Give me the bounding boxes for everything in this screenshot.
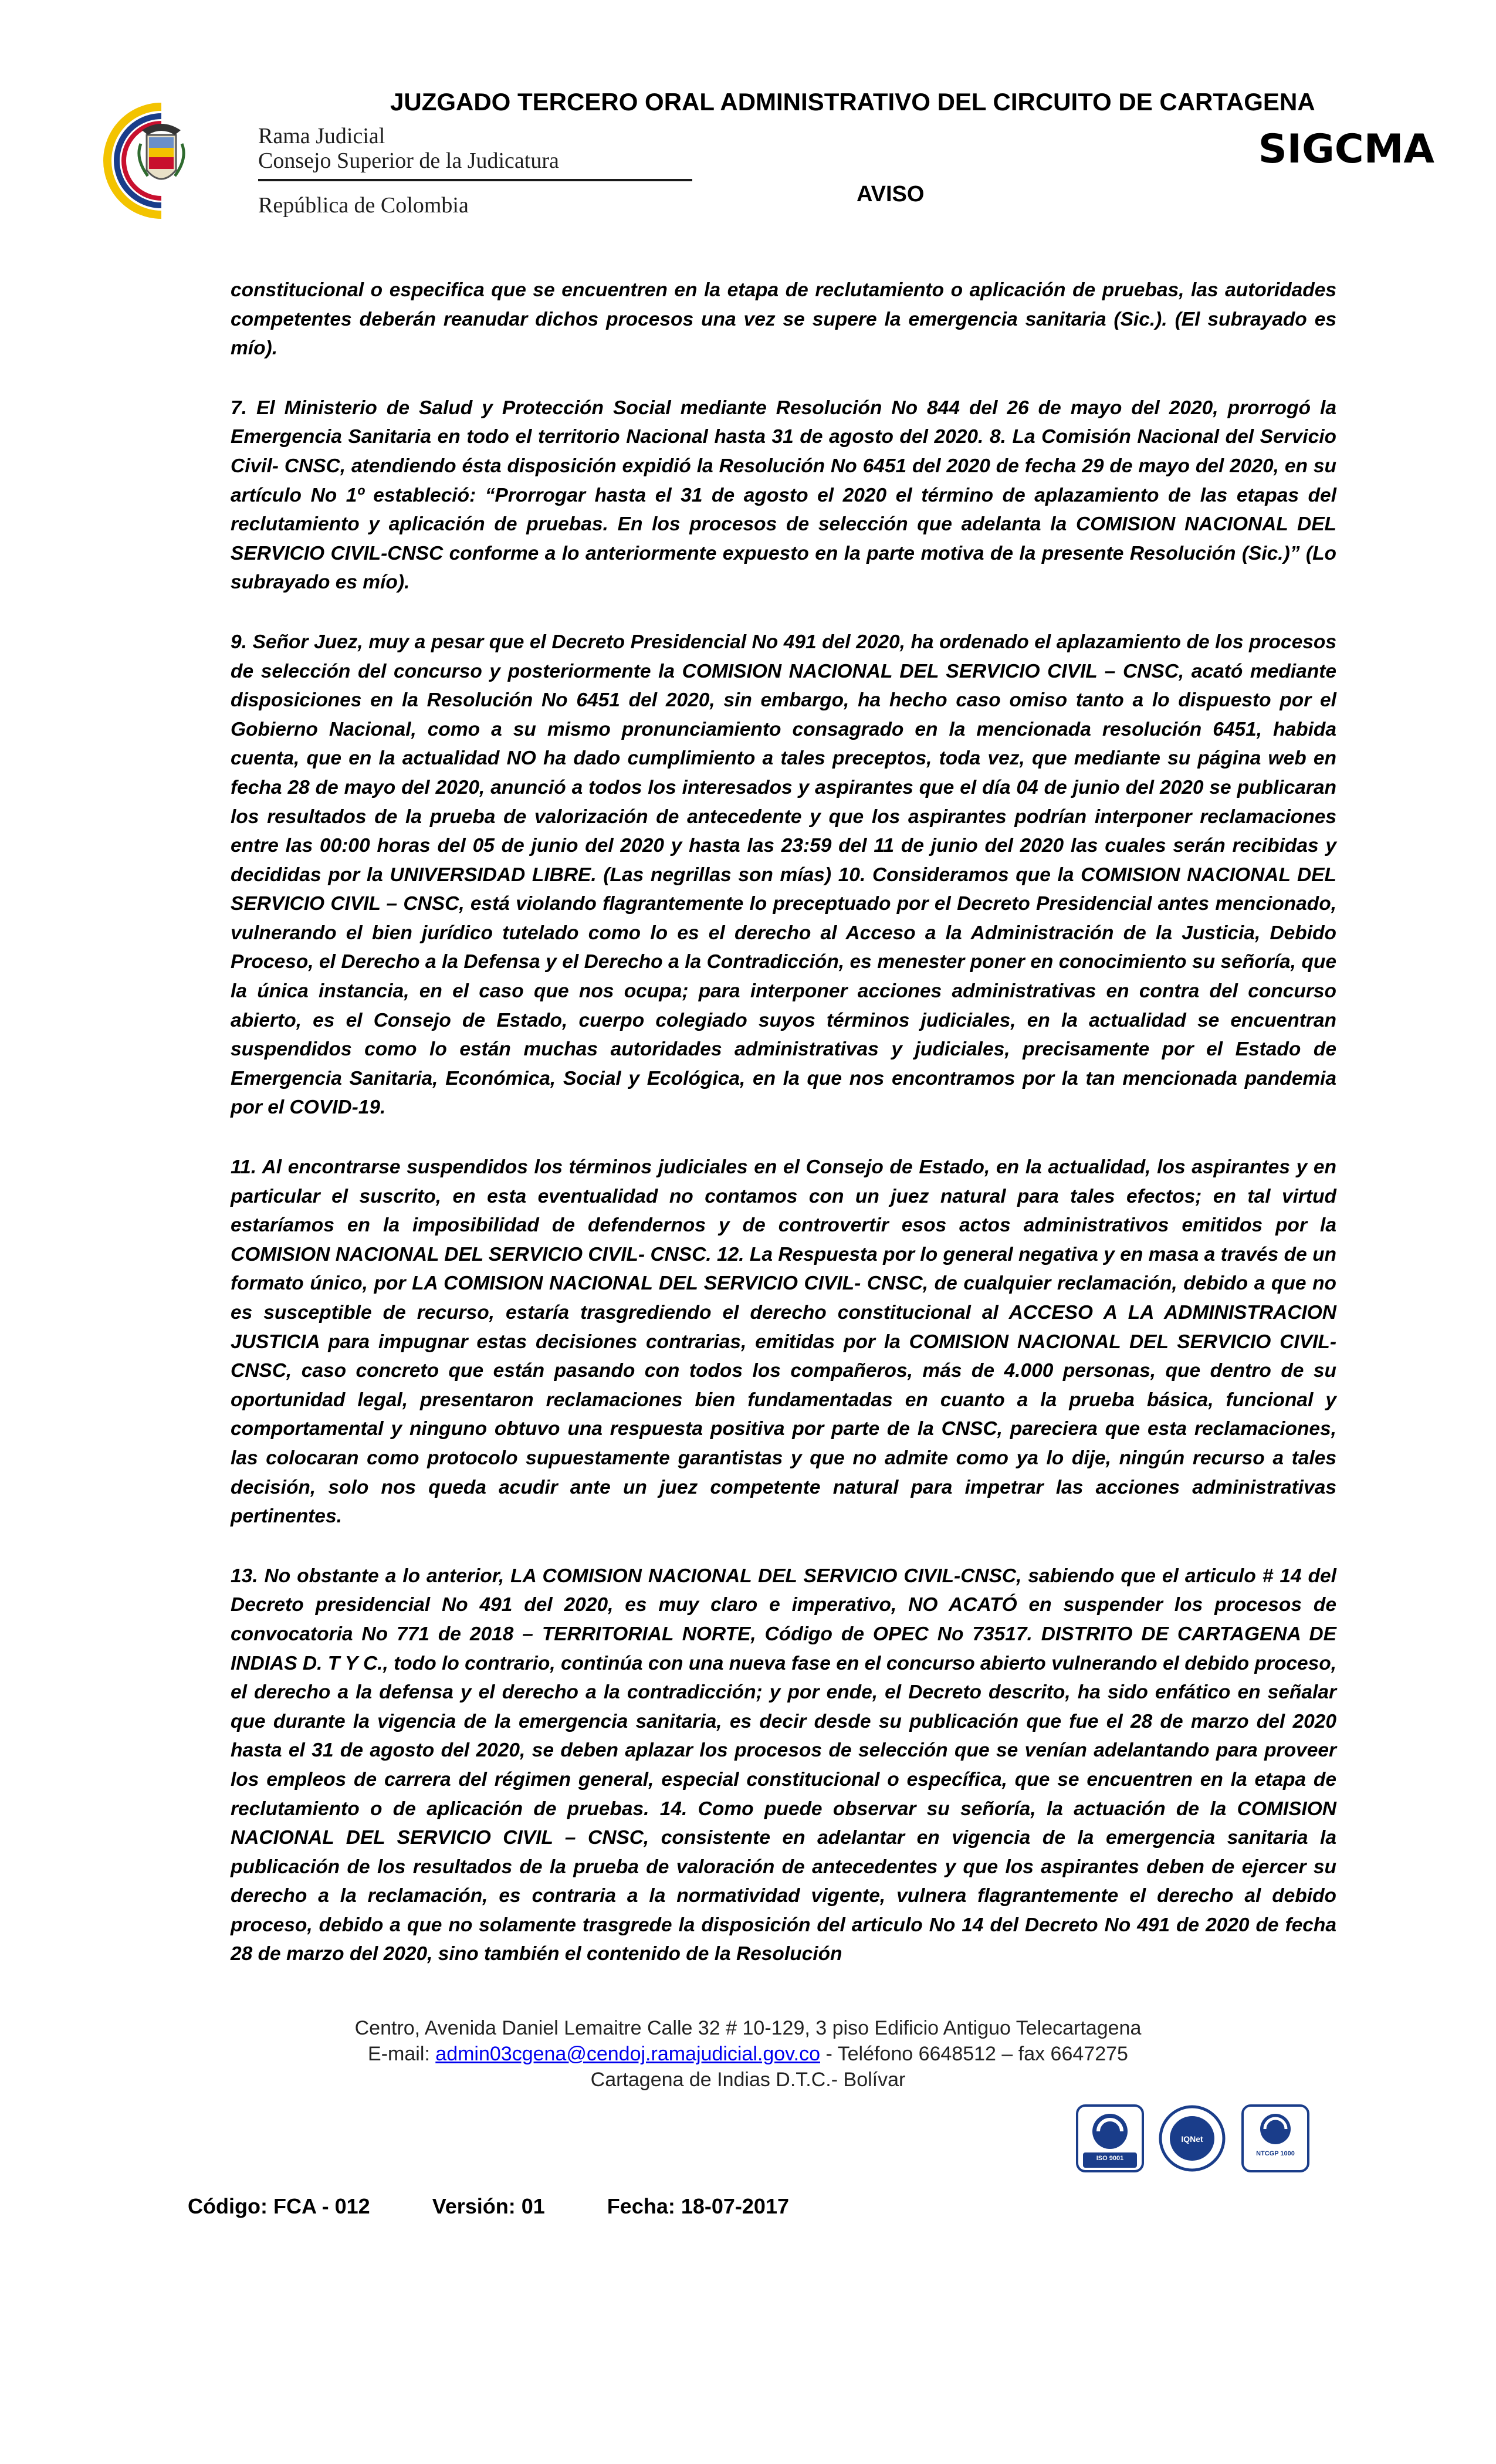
cert-label: IQNet (1181, 2134, 1203, 2144)
phone-fax: - Teléfono 6648512 – fax 6647275 (820, 2043, 1128, 2065)
document-metadata (188, 2194, 845, 2219)
document-version: Versión: 01 (432, 2194, 545, 2218)
rama-judicial-logo (100, 100, 604, 226)
colombia-coat-of-arms-icon (100, 100, 223, 226)
court-title: JUZGADO TERCERO ORAL ADMINISTRATIVO DEL CIRCUITO DE CARTAGENA (390, 88, 1315, 116)
footer-address (0, 2015, 1496, 2093)
system-name: SIGCMA (1258, 126, 1434, 172)
paragraph: 9. Señor Juez, muy a pesar que el Decreto Presidencial No 491 del 2020, ha ordenado el aplazamiento de los procesos de selección del concurso y posteriormente la COMISION NACIONAL DEL SERVICIO CIVIL – CNSC, acató mediante disposiciones en la Resolución No 6451 del 2020, sin embargo, ha hecho caso omiso tanto a lo dispuesto por el Gobierno Nacional, como a su mismo pronunciamiento consagrado en la mencionada resolución 6451, habida cuenta, que en la actualidad NO ha dado cumplimiento a tales preceptos, toda vez, que mediante su página web en fecha 28 de mayo del 2020, anunció a todos los interesados y aspirantes que el día 04 de junio del 2020 se publicaran los resultados de la prueba de valorización de antecedente y que los aspirantes podrían interponer reclamaciones entre las 00:00 horas del 05 de junio del 2020 y hasta las 23:59 del 11 de junio del 2020 las cuales serán recibidas y decididas por la UNIVERSIDAD LIBRE. (Las negrillas son mías) 10. Consideramos que la COMISION NACIONAL DEL SERVICIO CIVIL – CNSC, está violando flagrantemente lo preceptuado por el Decreto Presidencial antes mencionado, vulnerando el bien jurídico tutelado como lo es el derecho al Acceso a la Administración de la Justicia, Debido Proceso, el Derecho a la Defensa y el Derecho a la Contradicción, es menester poner en conocimiento su señoría, que la única instancia, en el caso que nos ocupa; para interponer acciones administrativas en contra del concurso abierto, es el Consejo de Estado, cuerpo colegiado suyos términos judiciales, en la actualidad se encuentran suspendidos como lo están muchas autoridades administrativas y judiciales, precisamente por el Estado de Emergencia Sanitaria, Económica, Social y Ecológica, en la que nos encontramos por la tan mencionada pandemia por el COVID-19. (231, 631, 1336, 1119)
ntcgp-1000-cert-icon (1240, 2103, 1311, 2174)
footer-city-line: Cartagena de Indias D.T.C.- Bolívar (590, 2069, 906, 2091)
document-type: AVISO (857, 182, 925, 207)
paragraph: 7. El Ministerio de Salud y Protección Social mediante Resolución No 844 del 26 de mayo del 2020, prorrogó la Emergencia Sanitaria en todo el territorio Nacional hasta 31 de agosto del 2020. 8. La Comisión Nacional del Servicio Civil- CNSC, atendiendo ésta disposición expidió la Resolución No 6451 del 2020 de fecha 29 de mayo del 2020, en su artículo No 1º estableció: “Prorrogar hasta el 31 de agosto el 2020 el término de aplazamiento de las etapas del reclutamiento y aplicación de pruebas. En los procesos de selección que adelanta la COMISION NACIONAL DEL SERVICIO CIVIL-CNSC conforme a lo anteriormente expuesto en la parte motiva de la presente Resolución (Sic.)” (Lo subrayado es mío). (231, 397, 1336, 594)
document-code: Código: FCA - 012 (188, 2194, 370, 2218)
iqnet-cert-icon (1157, 2103, 1227, 2174)
logo-divider (258, 179, 692, 181)
footer-contact-line (0, 2041, 1496, 2067)
cert-label: NTCGP 1000 (1256, 2150, 1295, 2157)
iso-9001-cert-icon (1075, 2103, 1145, 2174)
email-label: E-mail: (368, 2043, 436, 2065)
logo-line-rama-judicial: Rama Judicial (258, 124, 385, 148)
document-body (231, 276, 1336, 1999)
certification-logos (1075, 2103, 1315, 2179)
logo-line-consejo: Consejo Superior de la Judicatura (258, 148, 559, 173)
paragraph: 13. No obstante a lo anterior, LA COMISION NACIONAL DEL SERVICIO CIVIL-CNSC, sabiendo que el articulo # 14 del Decreto presidencial No 491 del 2020, es muy claro e imperativo, NO ACATÓ en suspender los procesos de convocatoria No 771 de 2018 – TERRITORIAL NORTE, Código de OPEC No 73517. DISTRITO DE CARTAGENA DE INDIAS D. T Y C., todo lo contrario, continúa con una nueva fase en el concurso abierto vulnerando el debido proceso, el derecho a la defensa y el derecho a la contradicción; y por ende, el Decreto descrito, ha sido enfático en señalar que durante la vigencia de la emergencia sanitaria, es decir desde su publicación que fue el 28 de marzo del 2020 hasta el 31 de agosto del 2020, se deben aplazar los procesos de selección que se venían adelantando para proveer los empleos de carrera del régimen general, especial constitucional o específica, que se encuentren en la etapa de reclutamiento o de aplicación de pruebas. 14. Como puede observar su señoría, la actuación de la COMISION NACIONAL DEL SERVICIO CIVIL – CNSC, consistente en adelantar en vigencia de la emergencia sanitaria la publicación de los resultados de la prueba de valoración de antecedentes y que los aspirantes deben de ejercer su derecho a la reclamación, es contraria a la normatividad vigente, vulnera flagrantemente el derecho al debido proceso, debido a que no solamente trasgrede la disposición del articulo No 14 del Decreto No 491 de 2020 de fecha 28 de marzo del 2020, sino también el contenido de la Resolución (231, 1565, 1336, 1965)
cert-label: ISO 9001 (1096, 2155, 1124, 2162)
paragraph: constitucional o especifica que se encuentren en la etapa de reclutamiento o aplicación de pruebas, las autoridades competentes deberán reanudar dichos procesos una vez se supere la emergencia sanitaria (Sic.). (El subrayado es mío). (231, 279, 1336, 360)
logo-line-republica: República de Colombia (258, 193, 469, 218)
email-link[interactable]: admin03cgena@cendoj.ramajudicial.gov.co (435, 2043, 820, 2065)
document-date: Fecha: 18-07-2017 (607, 2194, 789, 2218)
footer-address-line: Centro, Avenida Daniel Lemaitre Calle 32 # 10-129, 3 piso Edificio Antiguo Telecartagena (354, 2017, 1142, 2039)
paragraph: 11. Al encontrarse suspendidos los términos judiciales en el Consejo de Estado, en la actualidad, los aspirantes y en particular el suscrito, en esta eventualidad no contamos con un juez natural para tales efectos; en tal virtud estaríamos en la imposibilidad de defendernos y de controvertir esos actos administrativos emitidos por la COMISION NACIONAL DEL SERVICIO CIVIL- CNSC. 12. La Respuesta por lo general negativa y en masa a través de un formato único, por LA COMISION NACIONAL DEL SERVICIO CIVIL- CNSC, de cualquier reclamación, debido a que no es susceptible de recurso, estaría trasgrediendo el derecho constitucional al ACCESO A LA ADMINISTRACION JUSTICIA para impugnar estas decisiones contrarias, emitidas por la COMISION NACIONAL DEL SERVICIO CIVIL- CNSC, caso concreto que están pasando con todos los compañeros, más de 4.000 personas, que dentro de su oportunidad legal, presentaron reclamaciones bien fundamentadas en cuanto a la prueba básica, funcional y comportamental y ninguno obtuvo una respuesta positiva por parte de la CNSC, pareciera que esta reclamaciones, las colocaran como protocolo supuestamente garantistas y que no admite como ya lo dije, ningún recurso a tales decisión, solo nos queda acudir ante un juez competente natural para impetrar las acciones administrativas pertinentes. (231, 1156, 1336, 1528)
